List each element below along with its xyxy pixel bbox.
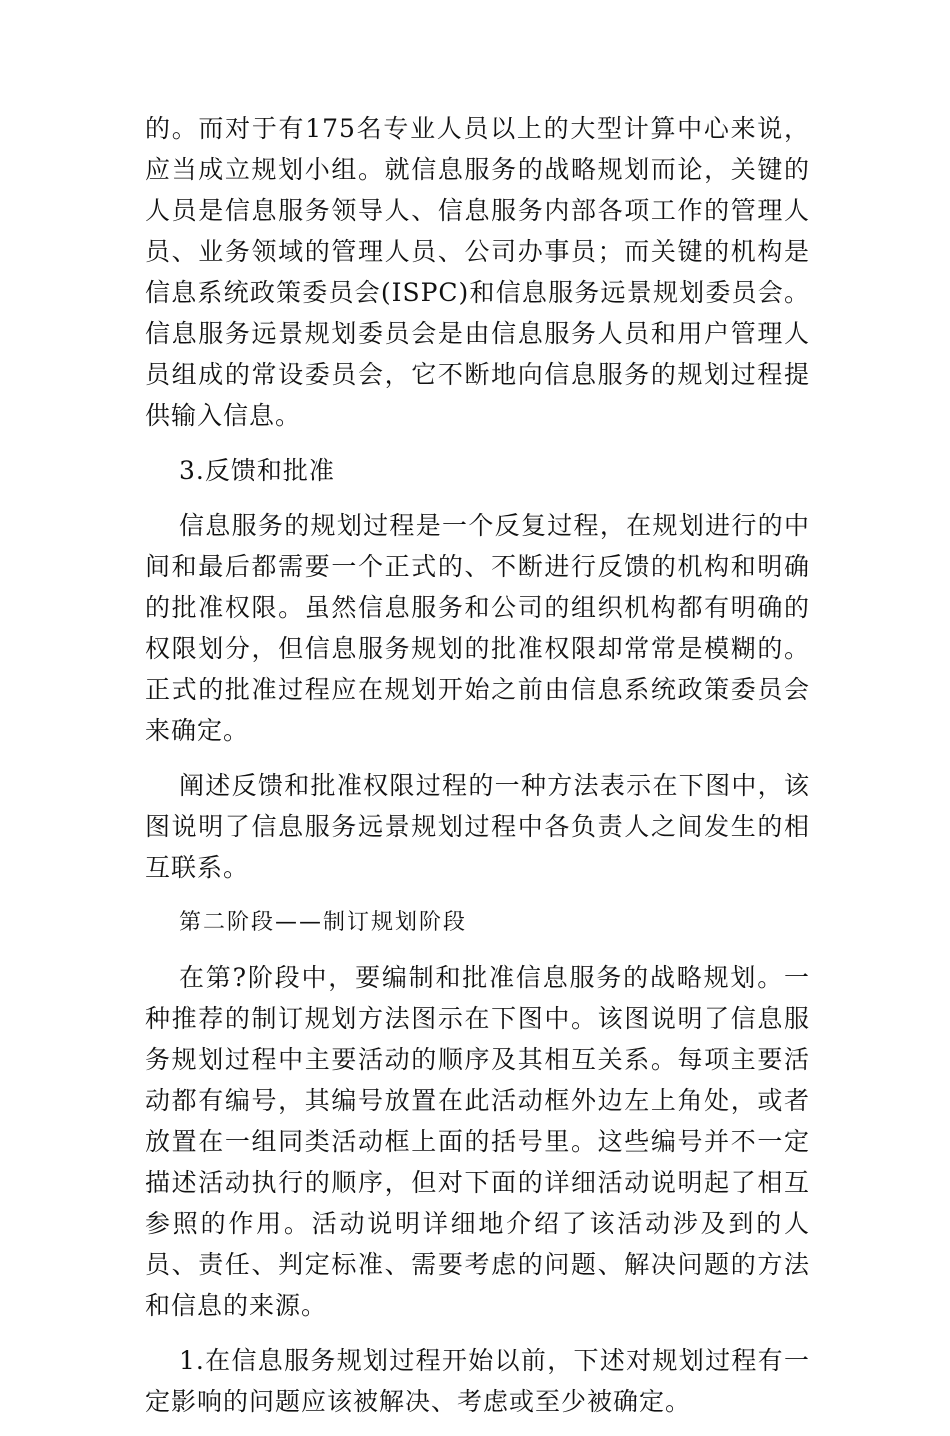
paragraph-item-one: 1.在信息服务规划过程开始以前，下述对规划过程有一定影响的问题应该被解决、考虑或至少被确定。 — [145, 1346, 810, 1416]
section-heading-feedback-approval: 3.反馈和批准 — [179, 456, 335, 485]
paragraph-continuation: 的。而对于有175名专业人员以上的大型计算中心来说，应当成立规划小组。就信息服务的战略规划而论，关键的人员是信息服务领导人、信息服务内部各项工作的管理人员、业务领域的管理人员、公司办事员；而关键的机构是信息系统政策委员会(ISPC)和信息服务远景规划委员会。信息服务远景规划委员会是由信息服务人员和用户管理人员组成的常设委员会，它不断地向信息服务的规划过程提供输入信息。 — [145, 114, 810, 430]
section-heading-stage-two: 第二阶段——制订规划阶段 — [179, 910, 468, 935]
paragraph-approval-method: 阐述反馈和批准权限过程的一种方法表示在下图中，该图说明了信息服务远景规划过程中各负责人之间发生的相互联系。 — [145, 771, 810, 882]
paragraph-feedback-process: 信息服务的规划过程是一个反复过程，在规划进行的中间和最后都需要一个正式的、不断进行反馈的机构和明确的批准权限。虽然信息服务和公司的组织机构都有明确的权限划分，但信息服务规划的批准权限却常常是模糊的。正式的批准过程应在规划开始之前由信息系统政策委员会来确定。 — [145, 511, 810, 745]
paragraph-stage-two-description: 在第?阶段中，要编制和批准信息服务的战略规划。一种推荐的制订规划方法图示在下图中。该图说明了信息服务规划过程中主要活动的顺序及其相互关系。每项主要活动都有编号，其编号放置在此活动框外边左上角处，或者放置在一组同类活动框上面的括号里。这些编号并不一定描述活动执行的顺序，但对下面的详细活动说明起了相互参照的作用。活动说明详细地介绍了该活动涉及到的人员、责任、判定标准、需要考虑的问题、解决问题的方法和信息的来源。 — [145, 963, 810, 1320]
document-body — [145, 108, 810, 1436]
